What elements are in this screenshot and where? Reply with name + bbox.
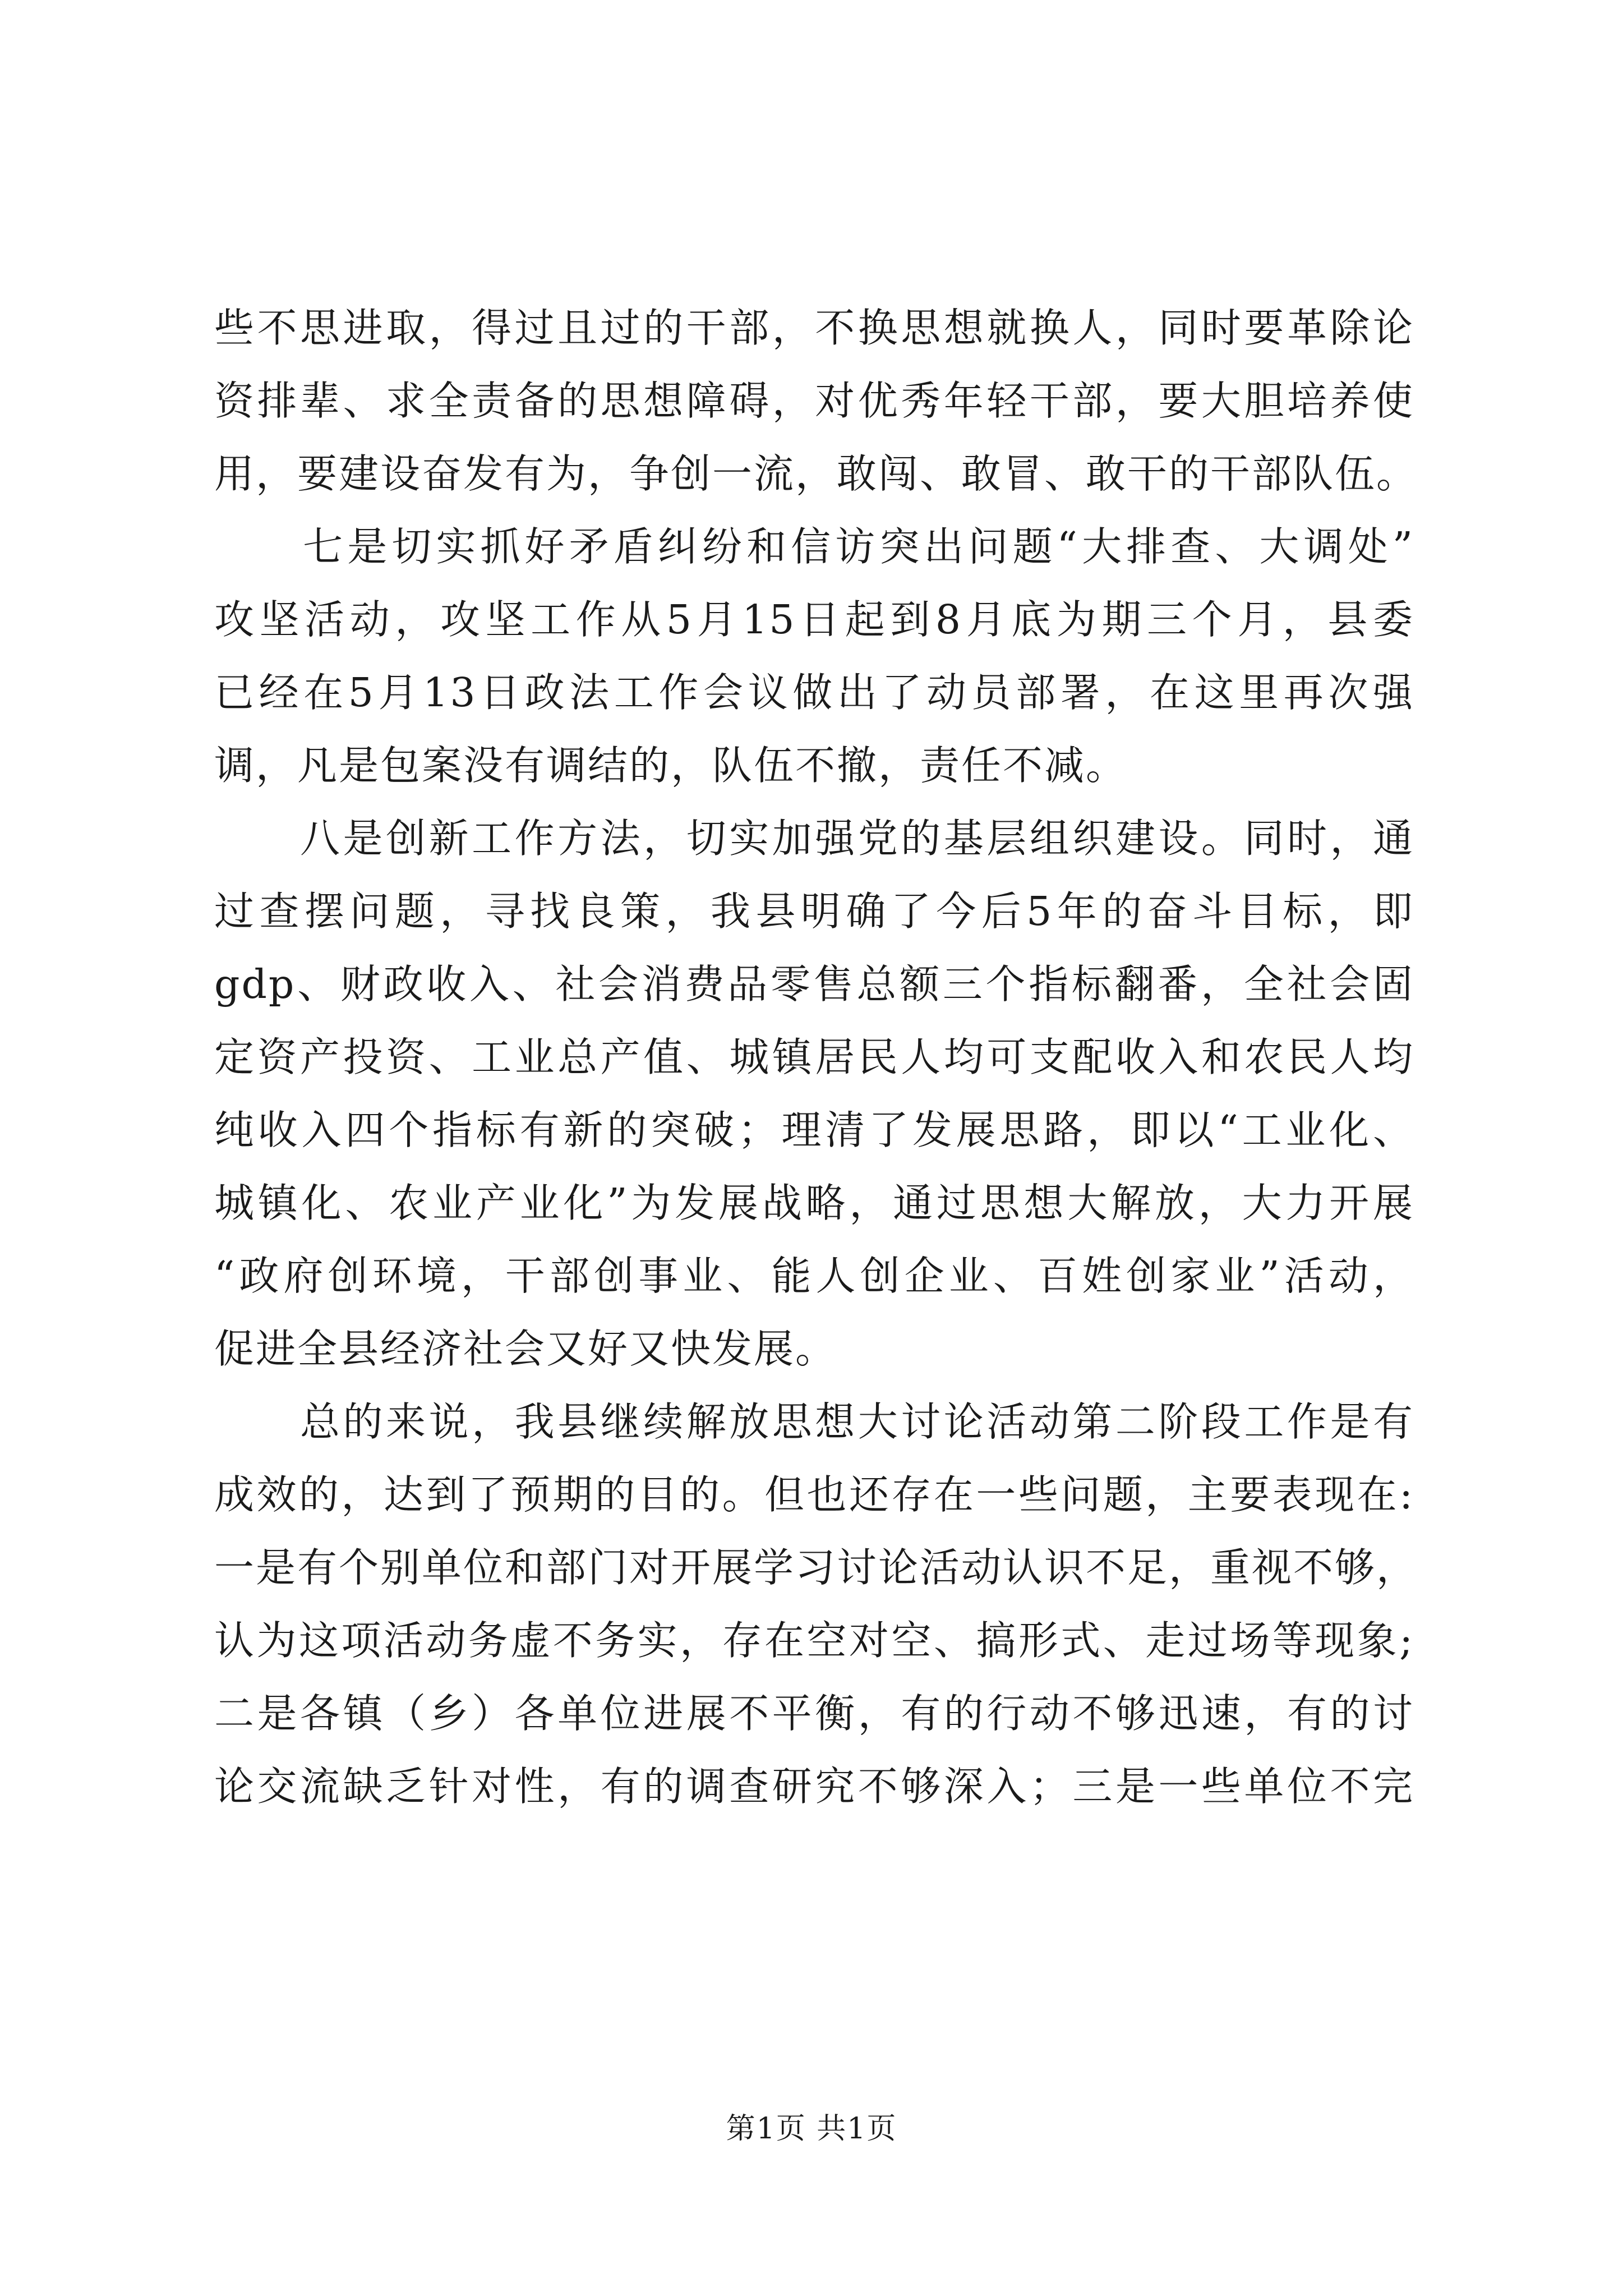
text-line: 资排辈、求全责备的思想障碍，对优秀年轻干部，要大胆培养使 [214,378,1414,424]
text-line: 已经在5月13日政法工作会议做出了动员部署，在这里再次强 [214,669,1414,716]
text-line: 攻坚活动，攻坚工作从5月15日起到8月底为期三个月，县委 [214,596,1414,643]
body-text [214,292,1418,1823]
text-line: 八是创新工作方法，切实加强党的基层组织建设。同时，通 [214,815,1414,862]
text-line: 总的来说，我县继续解放思想大讨论活动第二阶段工作是有 [214,1398,1414,1445]
text-line: 定资产投资、工业总产值、城镇居民人均可支配收入和农民人均 [214,1034,1414,1080]
text-line: 些不思进取，得过且过的干部，不换思想就换人，同时要革除论 [214,305,1414,351]
text-line: 七是切实抓好矛盾纠纷和信访突出问题“大排查、大调处” [214,523,1414,570]
text-line: gdp、财政收入、社会消费品零售总额三个指标翻番，全社会固 [214,961,1414,1007]
text-line: 认为这项活动务虚不务实，存在空对空、搞形式、走过场等现象; [214,1617,1414,1664]
text-line: 调，凡是包案没有调结的，队伍不撤，责任不减。 [214,742,1128,789]
text-line: 用，要建设奋发有为，争创一流，敢闯、敢冒、敢干的干部队伍。 [214,450,1418,497]
text-line: 一是有个别单位和部门对开展学习讨论活动认识不足，重视不够， [214,1544,1418,1591]
text-line: 城镇化、农业产业化”为发展战略，通过思想大解放，大力开展 [214,1180,1414,1226]
page-footer: 第1页 共1页 [726,2112,897,2146]
text-line: 成效的，达到了预期的目的。但也还存在一些问题，主要表现在: [214,1471,1414,1518]
text-line: “政府创环境，干部创事业、能人创企业、百姓创家业”活动， [214,1253,1414,1299]
text-line: 过查摆问题，寻找良策，我县明确了今后5年的奋斗目标，即 [214,888,1414,935]
text-line: 二是各镇（乡）各单位进展不平衡，有的行动不够迅速，有的讨 [214,1690,1414,1737]
text-line: 促进全县经济社会又好又快发展。 [214,1326,837,1372]
text-line: 论交流缺乏针对性，有的调查研究不够深入；三是一些单位不完 [214,1763,1414,1810]
text-line: 纯收入四个指标有新的突破；理清了发展思路，即以“工业化、 [214,1107,1414,1153]
